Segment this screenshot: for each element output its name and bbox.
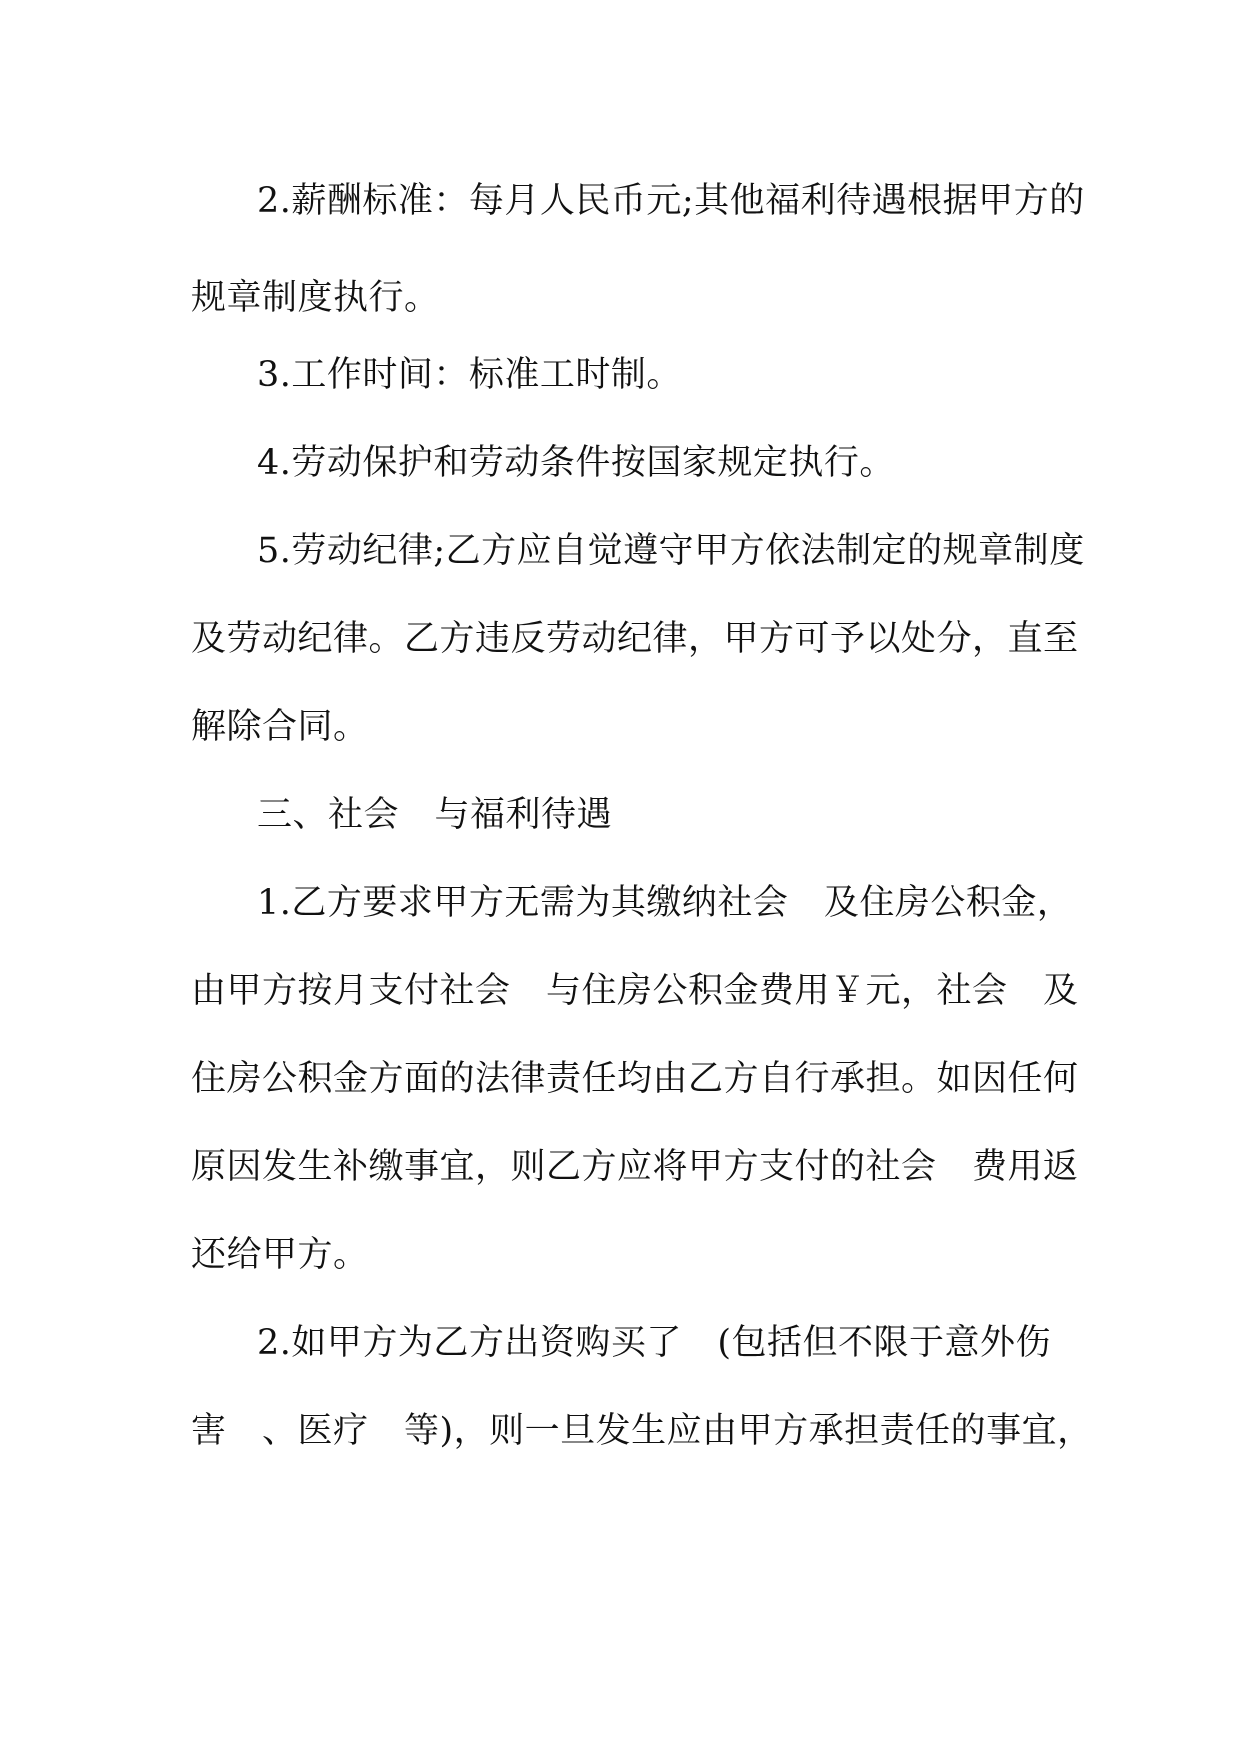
paragraph-social-line-4: 原因发生补缴事宜，则乙方应将甲方支付的社会 费用返	[191, 1147, 1079, 1187]
paragraph-social-line-2: 由甲方按月支付社会 与住房公积金费用￥元，社会 及	[191, 971, 1079, 1011]
paragraph-discipline-line-1: 5.劳动纪律;乙方应自觉遵守甲方依法制定的规章制度	[257, 531, 1085, 571]
paragraph-salary-line-2: 规章制度执行。	[191, 278, 440, 318]
paragraph-discipline-line-3: 解除合同。	[191, 707, 369, 747]
paragraph-salary-line-1: 2.薪酬标准：每月人民币元;其他福利待遇根据甲方的	[257, 181, 1085, 221]
paragraph-social-line-3: 住房公积金方面的法律责任均由乙方自行承担。如因任何	[191, 1059, 1079, 1099]
paragraph-social-line-1: 1.乙方要求甲方无需为其缴纳社会 及住房公积金，	[257, 883, 1073, 923]
paragraph-insurance-line-1: 2.如甲方为乙方出资购买了 (包括但不限于意外伤	[257, 1323, 1052, 1363]
paragraph-discipline-line-2: 及劳动纪律。乙方违反劳动纪律，甲方可予以处分，直至	[191, 619, 1079, 659]
paragraph-social-line-5: 还给甲方。	[191, 1235, 369, 1275]
paragraph-insurance-line-2: 害 、医疗 等)，则一旦发生应由甲方承担责任的事宜，	[191, 1411, 1093, 1451]
paragraph-labor-protection: 4.劳动保护和劳动条件按国家规定执行。	[257, 443, 895, 483]
section-heading-social-welfare: 三、社会 与福利待遇	[257, 795, 613, 835]
paragraph-work-hours: 3.工作时间：标准工时制。	[257, 355, 682, 395]
